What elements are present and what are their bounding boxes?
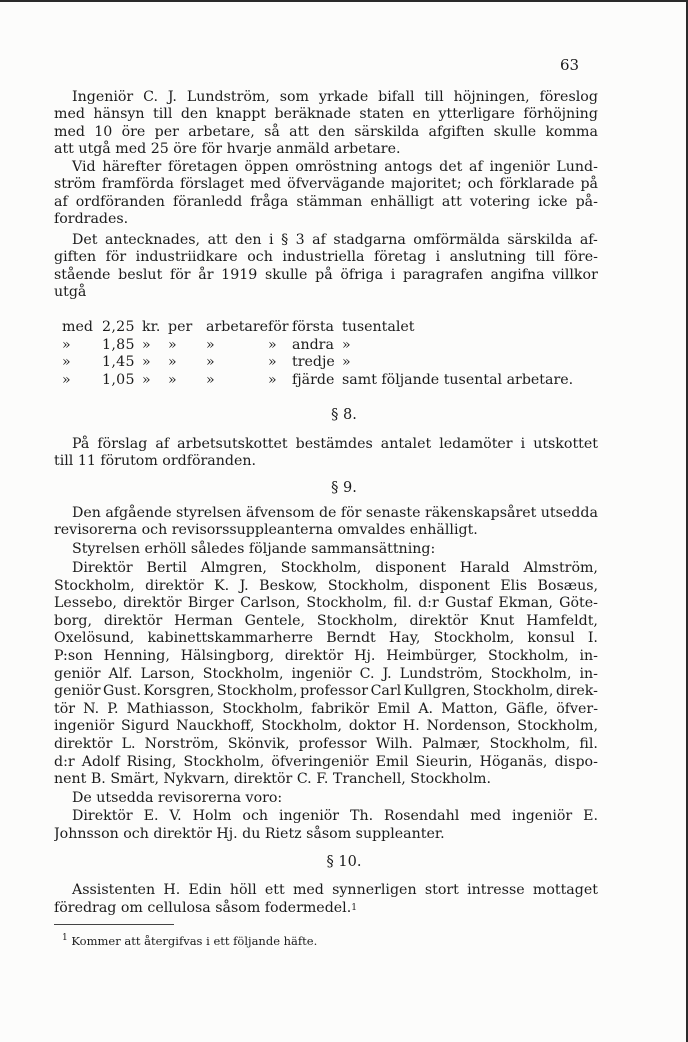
rate-per: per [168,319,193,335]
footnote [62,931,317,948]
rate-rest: » [342,354,351,370]
text-line: fordrades. [54,210,129,227]
rate-for: » [268,371,277,388]
text-line: direktör L. Norström, Skönvik, professor Wilh. Palmær, Stockholm, fil. [54,736,598,752]
rate-who: » [206,336,215,353]
rate-row [0,371,600,389]
text-line: att utgå med 25 öre för hvarje anmäld arbetare. [54,140,401,157]
rate-per: » [168,371,177,388]
text-line: Ingeniör C. J. Lundström, som yrkade bifall till höjningen, föreslog [72,89,598,105]
section-heading: § 8. [331,407,357,423]
rate-who: » [206,354,215,370]
rate-amount: 1,05 [102,371,135,388]
rate-for: » [268,354,277,370]
text-line: med hänsyn till den knappt beräknade staten en ytterligare förhöjning [54,106,598,123]
rate-amount: 1,85 [102,336,135,353]
footnote-marker: 1 [62,933,68,943]
rate-prefix: » [62,354,71,370]
text-line: revisorerna och revisorssuppleanterna omvaldes enhälligt. [54,522,478,539]
rate-which: första [292,319,335,335]
text-line: tör N. P. Mathiasson, Stockholm, fabrikör Emil A. Matton, Gäfle, öfver- [54,700,598,717]
rate-who: » [206,371,215,388]
text-line: De utsedda revisorerna voro: [72,790,283,806]
rate-for: för [268,319,289,335]
rate-row [0,353,600,371]
footnote-text: Kommer att återgifvas i ett följande häfte. [71,934,318,948]
section-heading: § 10. [326,854,362,870]
rate-who: arbetare [206,319,269,335]
text-line: borg, direktör Herman Gentele, Stockholm, direktör Knut Hamfeldt, [54,612,598,629]
rate-prefix: » [62,336,71,353]
text-line: med 10 öre per arbetare, så att den särskilda afgiften skulle komma [54,123,598,140]
rate-rest: samt följande tusental arbetare. [342,371,574,388]
text-line: föredrag om cellulosa såsom fodermedel. 1 [54,899,357,916]
rate-unit: » [142,336,151,353]
text-line: af ordföranden föranledd fråga stämman enhälligt att votering icke på- [54,193,598,210]
text-line: Det antecknades, att den i § 3 af stadgarna omförmälda särskilda af- [72,232,598,248]
page-number: 63 [560,56,580,74]
text-line: nent B. Smärt, Nykvarn, direktör C. F. Tranchell, Stockholm. [54,771,491,788]
text-line: giften för industriidkare och industriella företag i anslutning till före- [54,249,598,266]
rate-per: » [168,336,177,353]
rate-unit: » [142,371,151,388]
rate-for: » [268,336,277,353]
rate-prefix: » [62,371,71,388]
text-line: Styrelsen erhöll således följande sammansättning: [72,541,436,557]
text-line: Den afgående styrelsen äfvensom de för senaste räkenskapsåret utsedda [72,505,598,521]
rate-unit: » [142,354,151,370]
text-line: utgå [54,283,87,300]
text-line: Lessebo, direktör Birger Carlson, Stockholm, fil. d:r Gustaf Ekman, Göte- [54,595,598,612]
rate-row [0,336,600,354]
text-line: Direktör E. V. Holm och ingeniör Th. Rosendahl med ingeniör E. [72,808,598,824]
rate-unit: kr. [142,319,161,335]
text-line: geniör Alf. Larson, Stockholm, ingeniör C. J. Lundström, Stockholm, in- [54,665,598,682]
rate-rest: tusentalet [342,319,415,335]
rate-rest: » [342,336,351,353]
text-line: Johnsson och direktör Hj. du Rietz såsom suppleanter. [54,825,445,842]
text-line: ström framförda förslaget med öfvervägande majoritet; och förklarade på [54,176,598,193]
footnote-rule [54,924,174,925]
rate-which: fjärde [292,371,335,388]
text-line: Stockholm, direktör K. J. Beskow, Stockholm, disponent Elis Bosæus, [54,577,598,594]
footnote-reference: 1 [351,902,357,913]
text-line: geniör Gust. Korsgren, Stockholm, professor Carl Kullgren, Stockholm, direk- [54,683,598,700]
rate-which: andra [292,336,334,353]
rate-prefix: med [62,319,93,335]
rate-which: tredje [292,354,335,370]
text-line: Assistenten H. Edin höll ett med synnerligen stort intresse mottaget [72,882,598,898]
text-line: Direktör Bertil Almgren, Stockholm, disponent Harald Almström, [72,560,598,576]
text-line: P:son Henning, Hälsingborg, direktör Hj. Heimbürger, Stockholm, in- [54,648,598,664]
rate-amount: 2,25 [102,319,135,335]
section-heading: § 9. [331,480,357,496]
text-line: Vid härefter företagen öppen omröstning antogs det af ingeniör Lund- [72,159,598,175]
text-line: På förslag af arbetsutskottet bestämdes antalet ledamöter i utskottet [72,436,598,452]
rate-amount: 1,45 [102,354,135,370]
text-line: Oxelösund, kabinettskammarherre Berndt Hay, Stockholm, konsul I. [54,630,598,647]
text-line: stående beslut för år 1919 skulle på öfriga i paragrafen angifna villkor [54,266,598,283]
rate-per: » [168,354,177,370]
rate-row [0,318,600,336]
text-line: ingeniör Sigurd Nauckhoff, Stockholm, doktor H. Nordenson, Stockholm, [54,718,598,735]
text-line: till 11 förutom ordföranden. [54,453,257,470]
text-line: d:r Adolf Rising, Stockholm, öfveringeniör Emil Sieurin, Höganäs, dispo- [54,753,598,770]
